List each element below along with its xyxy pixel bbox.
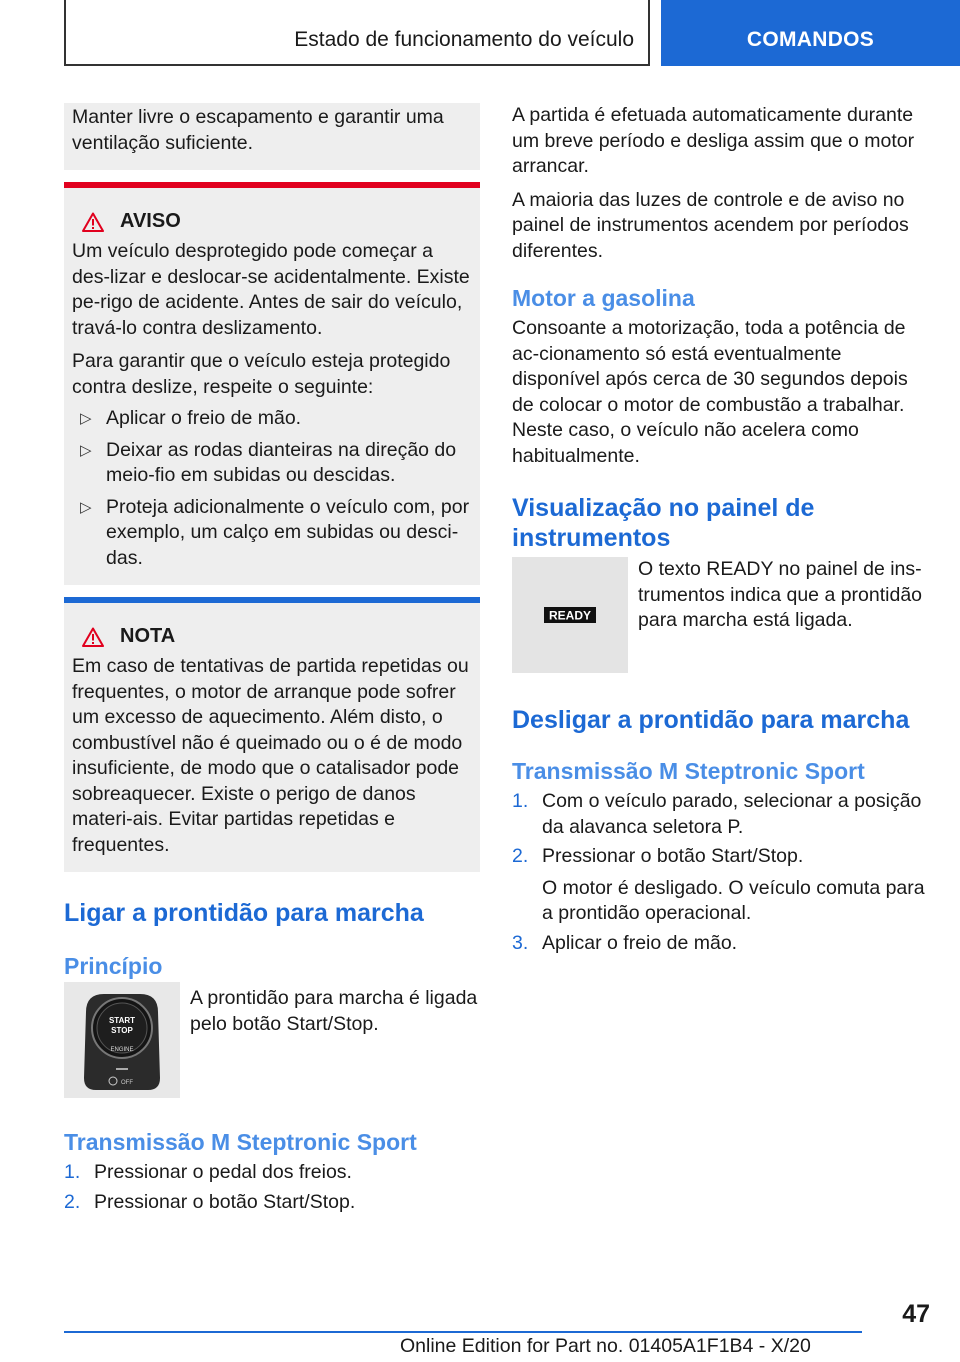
footer-rule — [64, 1331, 862, 1333]
triangle-bullet-icon: ▷ — [80, 498, 92, 516]
ready-label: READY — [548, 608, 592, 623]
heading-transmissao-left: Transmissão M Steptronic Sport — [64, 1129, 417, 1155]
heading-transmissao-right: Transmissão M Steptronic Sport — [512, 758, 865, 784]
right-column — [512, 103, 926, 956]
list-item: 2. Pressionar o botão Start/Stop. — [512, 845, 804, 867]
start-stop-button-image — [64, 982, 180, 1098]
heading-desligar: Desligar a prontidão para marcha — [512, 706, 910, 734]
list-item: 2. Pressionar o botão Start/Stop. — [64, 1190, 356, 1213]
warning-box — [64, 182, 480, 585]
paragraph: A partida é efetuada automaticamente durante um breve período e desliga assim que o motor arrancar. — [512, 104, 915, 177]
note-box — [64, 597, 480, 872]
motor-text: Consoante a motorização, toda a potência de ac-cionamento só está eventualmente disponível após cerca de 30 segundos depois de colocar o motor de combustão a trabalhar. Neste caso, o veículo não acelera como habitualmente. — [512, 317, 908, 467]
list-item: ▷ Aplicar o freio de mão. — [72, 406, 472, 432]
page-number: 47 — [902, 1300, 930, 1328]
list-item: 1. Pressionar o pedal dos freios. — [64, 1161, 352, 1183]
heading-motor: Motor a gasolina — [512, 285, 695, 311]
triangle-bullet-icon: ▷ — [80, 410, 92, 427]
heading-principio: Princípio — [64, 953, 163, 979]
note-paragraph: Em caso de tentativas de partida repetidas ou frequentes, o motor de arranque pode sofrer um excesso de aquecimento. Além disto, o combustível não é queimado ou o é de modo insuficiente, de modo que o catalisador pode sobreaquecer. Existe o perigo de danos materi-ais. Evitar partidas repetidas e frequentes. — [72, 655, 469, 856]
section-tab — [64, 0, 650, 66]
start-label: START — [108, 1016, 136, 1025]
principio-text: A prontidão para marcha é ligada pelo botão Start/Stop. — [190, 987, 478, 1035]
section-title: Estado de funcionamento do veículo — [294, 28, 634, 51]
start-stop-figure — [64, 982, 480, 1098]
list-item: ▷ Proteja adicionalmente o veículo com, por exemplo, um calço em subidas ou desci-das. — [72, 495, 472, 572]
intro-box: Manter livre o escapamento e garantir uma ventilação suficiente. — [64, 103, 480, 170]
visual-text: O texto READY no painel de ins-trumentos indica que a prontidão para marcha está ligada. — [638, 558, 923, 631]
edition-text: Online Edition for Part no. 01405A1F1B4 - X/20 — [400, 1335, 811, 1357]
warning-triangle-icon — [82, 627, 104, 647]
engine-label: ENGINE — [110, 1047, 134, 1053]
left-column — [64, 103, 480, 1215]
ready-display-image — [512, 557, 628, 673]
list-item: ▷ Deixar as rodas dianteiras na direção do meio-fio em subidas ou descidas. — [72, 438, 472, 489]
page-header — [0, 0, 960, 66]
list-item: 1. Com o veículo parado, selecionar a posição da alavanca seletora P. — [512, 790, 922, 838]
heading-visualizacao: Visualização no painel de instrumentos — [512, 494, 815, 552]
paragraph: A maioria das luzes de controle e de aviso no painel de instrumentos acendem por períodos diferentes. — [512, 188, 909, 262]
off-label: OFF — [121, 1080, 133, 1086]
warning-triangle-icon — [82, 212, 104, 232]
warning-paragraph: Um veículo desprotegido pode começar a des-lizar e deslocar-se acidentalmente. Existe pe-rigo de acidente. Antes de sair do veículo, travá-lo contra deslizamento. — [72, 240, 470, 339]
ready-display-icon — [512, 557, 628, 673]
heading-ligar: Ligar a prontidão para marcha — [64, 899, 424, 927]
triangle-bullet-icon: ▷ — [80, 441, 92, 459]
warning-paragraph: Para garantir que o veículo esteja protegido contra deslize, respeite o seguinte: — [72, 350, 451, 398]
warning-title — [72, 210, 472, 233]
start-stop-button-icon — [64, 982, 180, 1098]
chapter-title: COMANDOS — [746, 28, 875, 51]
note-title-text: NOTA — [120, 625, 176, 647]
note-title — [72, 625, 472, 648]
warning-title-text: AVISO — [120, 210, 181, 232]
chapter-tab — [661, 0, 960, 66]
ready-figure — [512, 557, 926, 673]
step-note: O motor é desligado. O veículo comuta para a prontidão operacional. — [542, 876, 925, 924]
list-item: 3. Aplicar o freio de mão. — [512, 931, 738, 954]
stop-label: STOP — [111, 1026, 133, 1035]
